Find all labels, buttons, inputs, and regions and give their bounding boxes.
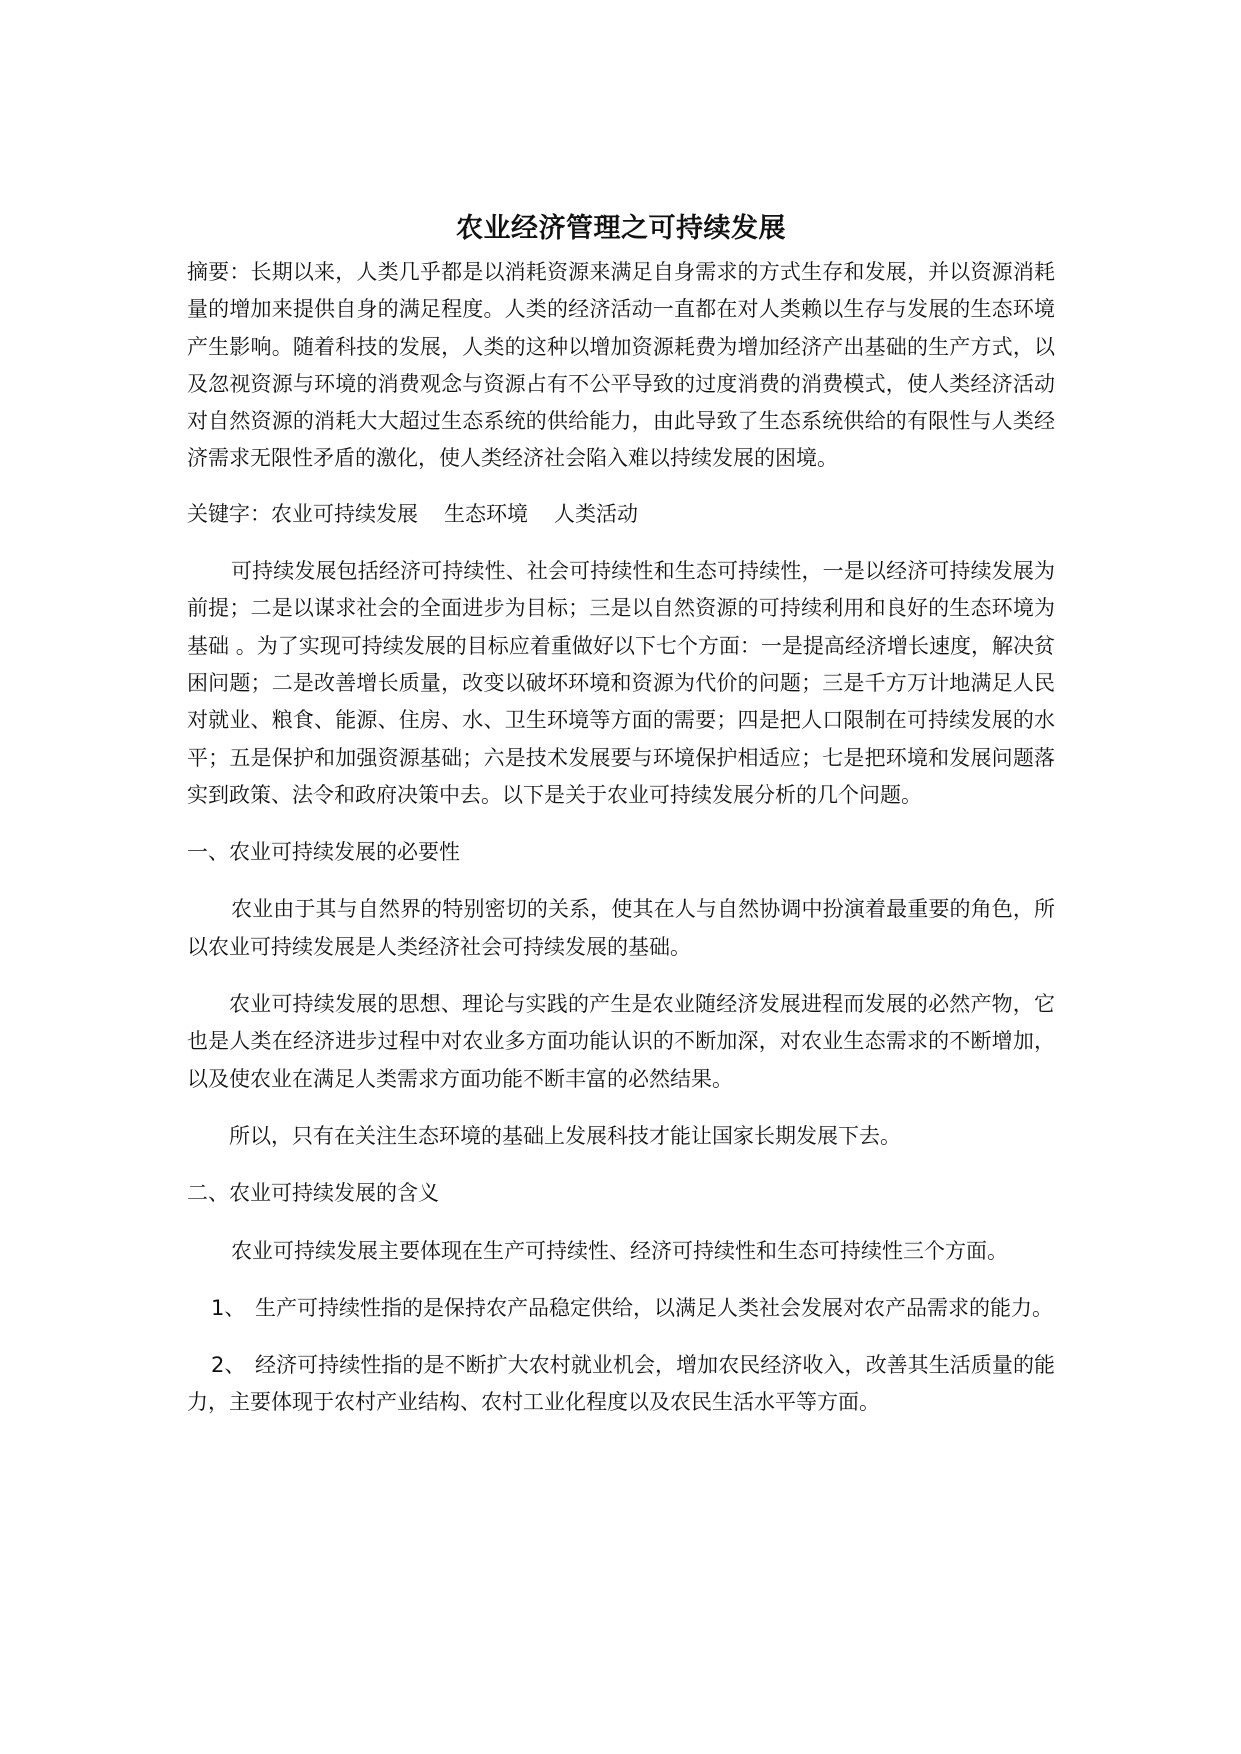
document-title: 农业经济管理之可持续发展: [456, 213, 786, 244]
item-text: 经济可持续性指的是不断扩大农村就业机会，增加农民经济收入，改善其生活质量的能力，主要体现于农村产业结构、农村工业化程度以及农民生活水平等方面。: [187, 1353, 1055, 1415]
body-paragraph: 农业可持续发展的思想、理论与实践的产生是农业随经济发展进程而发展的必然产物，它也是人类在经济进步过程中对农业多方面功能认识的不断加深，对农业生态需求的不断增加，以及使农业在满足人类需求方面功能不断丰富的必然结果。: [187, 992, 1055, 1091]
item-text: 生产可持续性指的是保持农产品稳定供给，以满足人类社会发展对农产品需求的能力。: [255, 1295, 1053, 1320]
document-page: [187, 206, 1055, 1422]
intro-paragraph: 可持续发展包括经济可持续性、社会可持续性和生态可持续性，一是以经济可持续发展为前提；二是以谋求社会的全面进步为目标；三是以自然资源的可持续利用和良好的生态环境为基础 。为了实现可持续发展的目标应着重做好以下七个方面：一是提高经济增长速度，解决贫困问题；二是改善增长质量，改变以破坏环境和资源为代价的问题；三是千方万计地满足人民对就业、粮食、能源、住房、水、卫生环境等方面的需要；四是把人口限制在可持续发展的水平；五是保护和加强资源基础；六是技术发展要与环境保护相适应；七是把环境和发展问题落实到政策、法令和政府决策中去。以下是关于农业可持续发展分析的几个问题。: [187, 559, 1055, 807]
body-paragraph: 农业可持续发展主要体现在生产可持续性、经济可持续性和生态可持续性三个方面。: [231, 1238, 1008, 1263]
keyword-item: 生态环境: [444, 501, 528, 526]
item-number: 1、: [211, 1295, 246, 1320]
body-paragraph: 农业由于其与自然界的特别密切的关系，使其在人与自然协调中扮演着最重要的角色，所以农业可持续发展是人类经济社会可持续发展的基础。: [187, 897, 1055, 959]
item-number: 2、: [211, 1353, 246, 1378]
section-heading: 二、农业可持续发展的含义: [187, 1181, 439, 1206]
abstract-paragraph: 摘要：长期以来，人类几乎都是以消耗资源来满足自身需求的方式生存和发展，并以资源消耗量的增加来提供自身的满足程度。人类的经济活动一直都在对人类赖以生存与发展的生态环境产生影响。随着科技的发展，人类的这种以增加资源耗费为增加经济产出基础的生产方式，以及忽视资源与环境的消费观念与资源占有不公平导致的过度消费的消费模式，使人类经济活动对自然资源的消耗大大超过生态系统的供给能力，由此导致了生态系统供给的有限性与人类经济需求无限性矛盾的激化，使人类经济社会陷入难以持续发展的困境。: [187, 260, 1055, 471]
keyword-item: 人类活动: [554, 501, 638, 526]
keyword-item: 农业可持续发展: [271, 501, 418, 526]
keywords-label: 关键字：: [187, 501, 271, 526]
keywords-line: [187, 496, 1055, 533]
numbered-item: [187, 1290, 1055, 1327]
numbered-item: [187, 1347, 1055, 1422]
body-paragraph: 所以，只有在关注生态环境的基础上发展科技才能让国家长期发展下去。: [229, 1123, 901, 1148]
section-heading: 一、农业可持续发展的必要性: [187, 840, 460, 865]
